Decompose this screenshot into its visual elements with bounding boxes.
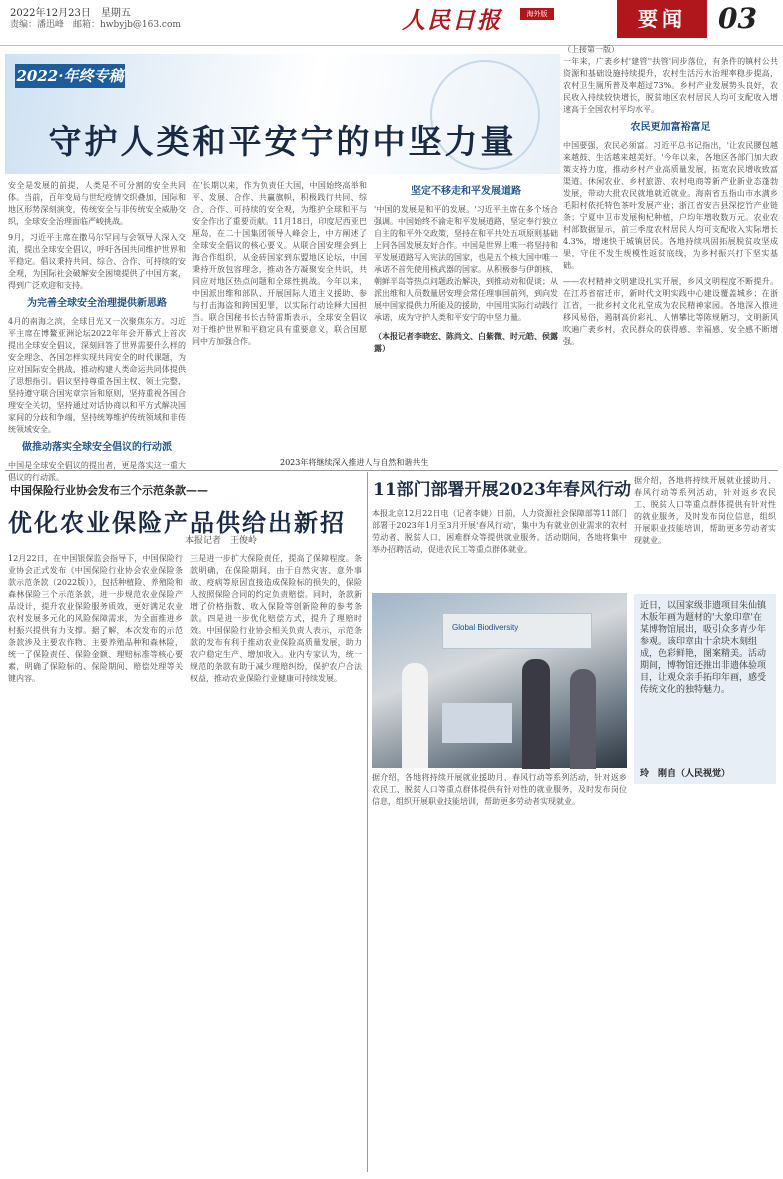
footnote: 2023年将继续深入推进人与自然和谐共生	[280, 458, 429, 467]
photo-credit: 玲 刚自（人民视觉）	[640, 769, 731, 779]
section-divider	[5, 470, 778, 471]
article-paragraph: 12月22日，在中国银保监会指导下，中国保险行业协会正式发布《中国保险行业协会农业保险条款示范条款（2022版）》，包括种植险、养殖险和森林保险三个示范条款，进一步规范农业保险产品设计，提升农业保险服务质效，更好满足农业农村发展多元化的风险保障需求，为全面推进乡村振兴提供有力支撑。据了解，本次发布的示范条款涉及主要农作物、主要养殖品种和森林险，统一了保险责任、保险金额、理赔标准等核心要素，明确了保险标的、保险期间、赔偿处理等关键内容。	[8, 554, 183, 683]
subhead-3: 坚定不移走和平发展道路	[411, 186, 521, 197]
article-paragraph: 三是进一步扩大保险责任，提高了保障程度。条款明确，在保险期间，由于自然灾害、意外事故、疫病等原因直接造成保险标的损失的，保险人按照保险合同的约定负责赔偿。同时，条款新增了价格指数、收入保险等创新险种的参考条款。四是进一步优化赔偿方式，提升了理赔时效。中国保险行业协会相关负责人表示，示范条款的发布有利于推动农业保险高质量发展，助力农户稳定生产、增加收入。业内专家认为，统一规范的条款有助于减少理赔纠纷，保护农户合法权益，推动农业保险行业健康可持续发展。	[190, 554, 362, 683]
right-column-article	[563, 44, 778, 459]
insurance-col2	[190, 553, 362, 1173]
article-byline: 本报记者 王俊岭	[185, 536, 258, 546]
book-display	[442, 703, 512, 743]
subhead-1: 为完善全球安全治理提供新思路	[27, 298, 167, 309]
spring-article-text	[372, 508, 627, 590]
newspaper-logo: 人民日报	[402, 7, 502, 34]
article-headline-spring: 11部门部署开展2023年春风行动	[373, 480, 631, 500]
column-divider	[367, 472, 368, 1172]
article-paragraph: 9月，习近平主席在撒马尔罕同与会领导人深入交流，提出全球安全倡议，呼吁各国共同维护世界和平稳定。倡议秉持共同、综合、合作、可持续的安全观，为国际社会破解安全困境提供了中国方案，得到广泛欢迎和支持。	[8, 233, 186, 290]
person-figure	[570, 669, 596, 769]
continue-label: （上接第一版）	[563, 45, 619, 54]
main-article-col2	[192, 180, 367, 452]
subhead-right: 农民更加富裕富足	[630, 122, 711, 133]
person-figure	[522, 659, 550, 769]
spring-article-text-2	[372, 772, 627, 1172]
article-paragraph: ——农村精神文明建设扎实开展，乡风文明程度不断提升。在江苏省宿迁市，新时代文明实践中心建设覆盖城乡；在浙江省，一批乡村文化礼堂成为农民精神家园。各地深入推进移风易俗，遏制高价彩礼、人情攀比等陈规陋习，文明新风吹遍广袤乡村，农民群众的获得感、幸福感、安全感不断增强。	[563, 277, 778, 346]
editors-line: 责编：潘迅峰 邮箱：hwbyjb@163.com	[10, 20, 181, 30]
main-article-col3	[374, 180, 558, 452]
article-paragraph: 在'长期以来，作为负责任大国，中国始终高举和平、发展、合作、共赢旗帜，积极践行共同、综合、合作、可持续的安全观，为维护全球和平与安全作出了重要贡献。11月18日，印度尼西亚巴厘岛，在二十国集团领导人峰会上，中方阐述了全球安全倡议的核心要义。从联合国安理会到上海合作组织，从金砖国家到东盟地区论坛，中国秉持开放包容理念，推动各方凝聚安全共识，共同应对地区热点问题和全球性挑战。今年以来，中国派出维和部队、开展国际人道主义援助、参与打击海盗和跨国犯罪，以实际行动诠释大国担当。联合国秘书长古特雷斯表示，全球安全倡议对于维护世界和平稳定具有重要意义，联合国愿同中方加强合作。	[192, 181, 367, 346]
news-photo	[372, 593, 627, 768]
article-headline-insurance: 优化农业保险产品供给出新招	[8, 508, 346, 537]
edition-badge: 海外版	[520, 8, 554, 20]
article-kicker: 中国保险行业协会发布三个示范条款——	[10, 484, 208, 497]
series-tag: 2022·年终专稿	[15, 64, 125, 88]
article-paragraph: 据介绍，各地将持续开展就业援助月、春风行动等系列活动，针对返乡农民工、脱贫人口等重点群体提供有针对性的就业服务，及时发布岗位信息，组织开展职业技能培训，帮助更多劳动者实现就业。	[372, 773, 627, 806]
article-paragraph: 中国是全球安全倡议的提出者，更是落实这一重大倡议的行动派。	[8, 461, 186, 482]
page-number: 03	[718, 2, 757, 35]
article-paragraph: 本报北京12月22日电（记者李婕）日前，人力资源社会保障部等11部门部署于2023年1月至3月开展'春风行动'，集中为有就业创业需求的农村劳动者、脱贫人口、困难群众等提供就业服务。活动期间，各地将集中举办招聘活动，促进农民工等重点群体就业。	[372, 509, 627, 554]
photo-caption: 近日，以国家级非遗项目朱仙镇木版年画为题材的'大象印章'在某博物馆展出，吸引众多青少年参观。该印章由十余块木刻组成，色彩鲜艳，图案精美。活动期间，博物馆还推出非遗体验项目，让观众亲手拓印年画，感受传统文化的独特魅力。	[640, 601, 767, 695]
main-headline: 守护人类和平安宁的中坚力量	[48, 122, 517, 161]
subhead-2: 做推动落实全球安全倡议的行动派	[22, 442, 172, 453]
article-paragraph: '中国的发展是和平的发展。'习近平主席在多个场合强调。中国始终不渝走和平发展道路，坚定奉行独立自主的和平外交政策，坚持在和平共处五项原则基础上同各国发展友好合作。中国是世界上唯一将坚持和平发展道路写入宪法的国家，也是五个核大国中唯一承诺不首先使用核武器的国家。从积极参与伊朗核、朝鲜半岛等热点问题政治解决，到推动劝和促谈；从派出维和人员数量居安理会常任理事国前列，到向发展中国家提供力所能及的援助，中国用实际行动践行承诺，成为守护人类和平安宁的中坚力量。	[374, 205, 558, 322]
article-lead: 安全是发展的前提，人类是不可分割的安全共同体。当前，百年变局与世纪疫情交织叠加，国际和地区形势深刻演变，传统安全与非传统安全威胁交织，全球安全治理面临严峻挑战。	[8, 181, 186, 226]
main-article-col1	[8, 180, 186, 482]
article-paragraph: 一年来，广袤乡村'建管''扶管'同步落位，有条件的镇村公共资源和基础设施持续提升，农村生活污水治理率稳步提高，农村卫生厕所普及率超过73%。乡村产业发展势头良好，农民收入持续较快增长，脱贫地区农村居民人均可支配收入增速高于全国农村平均水平。	[563, 57, 778, 114]
insurance-col1	[8, 553, 183, 1173]
photo-caption-box	[634, 594, 776, 784]
date-line: 2022年12月23日 星期五	[10, 8, 131, 19]
article-paragraph: 中国要强，农民必须富。习近平总书记指出，'让农民腰包越来越鼓、生活越来越美好。'今年以来，各地区各部门加大政策支持力度，推动乡村产业高质量发展，拓宽农民增收致富渠道。休闲农业、乡村旅游、农村电商等新产业新业态蓬勃发展，带动大批农民就地就近就业。海南省五指山市水满乡毛阳村依托特色茶叶发展产业；浙江省安吉县深挖竹产业链条；宁夏中卫市发展枸杞种植，户均年增收数万元。农业农村部数据显示，前三季度农村居民人均可支配收入实际增长4.3%，增速快于城镇居民。各地持续巩固拓展脱贫攻坚成果，守住不发生规模性返贫底线，为乡村振兴打下坚实基础。	[563, 141, 778, 270]
page-header	[0, 0, 783, 46]
section-title: 要闻	[617, 0, 707, 38]
article-byline: （本报记者李晓宏、陈尚文、白紫微、时元皓、侯露露）	[374, 331, 558, 353]
photo-banner-text: Global Biodiversity	[452, 623, 519, 632]
right-bottom-text	[634, 475, 776, 590]
article-paragraph: 4月的南海之滨，全球目光又一次聚焦东方。习近平主席在博鳌亚洲论坛2022年年会开幕式上首次提出全球安全倡议，深刻回答了世界需要什么样的安全理念、各国怎样实现共同安全的时代课题，为应对国际安全挑战、推动构建人类命运共同体提供了思想指引。倡议坚持尊重各国主权、领土完整，坚持遵守联合国宪章宗旨和原则，坚持重视各国合理安全关切，坚持通过对话协商以和平方式解决国家间的分歧和争端，坚持统筹维护传统领域和非传统领域安全。	[8, 317, 186, 434]
feature-banner	[5, 54, 560, 174]
person-figure	[402, 663, 428, 768]
article-paragraph: 据介绍，各地将持续开展就业援助月、春风行动等系列活动，针对返乡农民工、脱贫人口等重点群体提供有针对性的就业服务，及时发布岗位信息，组织开展职业技能培训，帮助更多劳动者实现就业。	[634, 476, 776, 545]
